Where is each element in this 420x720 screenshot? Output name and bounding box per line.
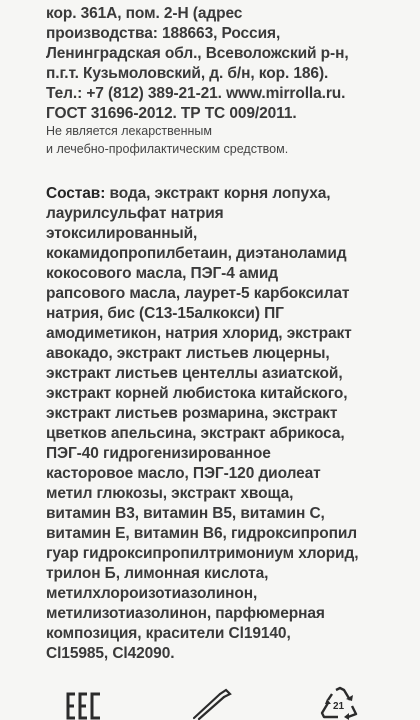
composition-line: цветков апельсина, экстракт абрикоса, bbox=[46, 425, 345, 442]
composition-text: вода, экстракт корня лопуха, bbox=[105, 185, 331, 202]
address-line: Ленинградская обл., Всеволожский р-н, bbox=[46, 45, 349, 62]
standards-line: ГОСТ 31696-2012. ТР ТС 009/2011. bbox=[46, 105, 297, 122]
composition-line: кокамидопропилбетаин, диэтаноламид bbox=[46, 245, 347, 262]
composition-line: композиция, красители Cl19140, bbox=[46, 625, 291, 642]
disclaimer-line: Не является лекарственным bbox=[46, 124, 212, 138]
contact-line: Тел.: +7 (812) 389-21-21. www.mirrolla.ru. bbox=[46, 85, 346, 102]
composition-line: экстракт листьев розмарина, экстракт bbox=[46, 405, 338, 422]
composition-line: экстракт листьев центеллы азиатской, bbox=[46, 365, 343, 382]
address-line: производства: 188663, Россия, bbox=[46, 25, 281, 42]
composition-block bbox=[46, 184, 406, 664]
composition-line: метил глюкозы, экстракт хвоща, bbox=[46, 485, 294, 502]
address-line: кор. 361А, пом. 2-Н (адрес bbox=[46, 5, 243, 22]
composition-line: касторовое масло, ПЭГ-120 диолеат bbox=[46, 465, 321, 482]
composition-line: этоксилированный, bbox=[46, 225, 198, 242]
composition-line: метилизотиазолинон, парфюмерная bbox=[46, 605, 325, 622]
recycle-code: 21 bbox=[333, 701, 345, 712]
composition-line: экстракт корней любистока китайского, bbox=[46, 385, 348, 402]
disclaimer-line: и лечебно-профилактическим средством. bbox=[46, 142, 289, 156]
composition-line: витамин В3, витамин В5, витамин С, bbox=[46, 505, 325, 522]
composition-line: ПЭГ-40 гидрогенизированное bbox=[46, 445, 271, 462]
composition-line: кокосового масла, ПЭГ-4 амид bbox=[46, 265, 279, 282]
composition-line: трилон Б, лимонная кислота, bbox=[46, 565, 269, 582]
composition-heading: Состав: bbox=[46, 185, 106, 202]
composition-line: витамин Е, витамин В6, гидроксипропил bbox=[46, 525, 358, 542]
certification-icons bbox=[0, 680, 420, 720]
composition-line: авокадо, экстракт листьев люцерны, bbox=[46, 345, 330, 362]
composition-line: метилхлороизотиазолинон, bbox=[46, 585, 258, 602]
eac-mark-icon bbox=[66, 690, 104, 720]
composition-line: натрия, бис (С13-15алкокси) ПГ bbox=[46, 305, 284, 322]
disclaimer-note bbox=[46, 122, 406, 158]
composition-first-line bbox=[46, 184, 406, 204]
address-block bbox=[46, 4, 406, 124]
composition-line: Cl15985, Cl42090. bbox=[46, 645, 175, 662]
brush-icon bbox=[190, 688, 234, 720]
composition-line: амодиметикон, натрия хлорид, экстракт bbox=[46, 325, 352, 342]
composition-line: лаурилсульфат натрия bbox=[46, 205, 224, 222]
address-line: п.г.т. Кузьмоловский, д. б/н, кор. 186). bbox=[46, 65, 329, 82]
composition-line: гуар гидроксипропилтримониум хлорид, bbox=[46, 545, 359, 562]
composition-line: рапсового масла, лаурет-5 карбоксилат bbox=[46, 285, 350, 302]
